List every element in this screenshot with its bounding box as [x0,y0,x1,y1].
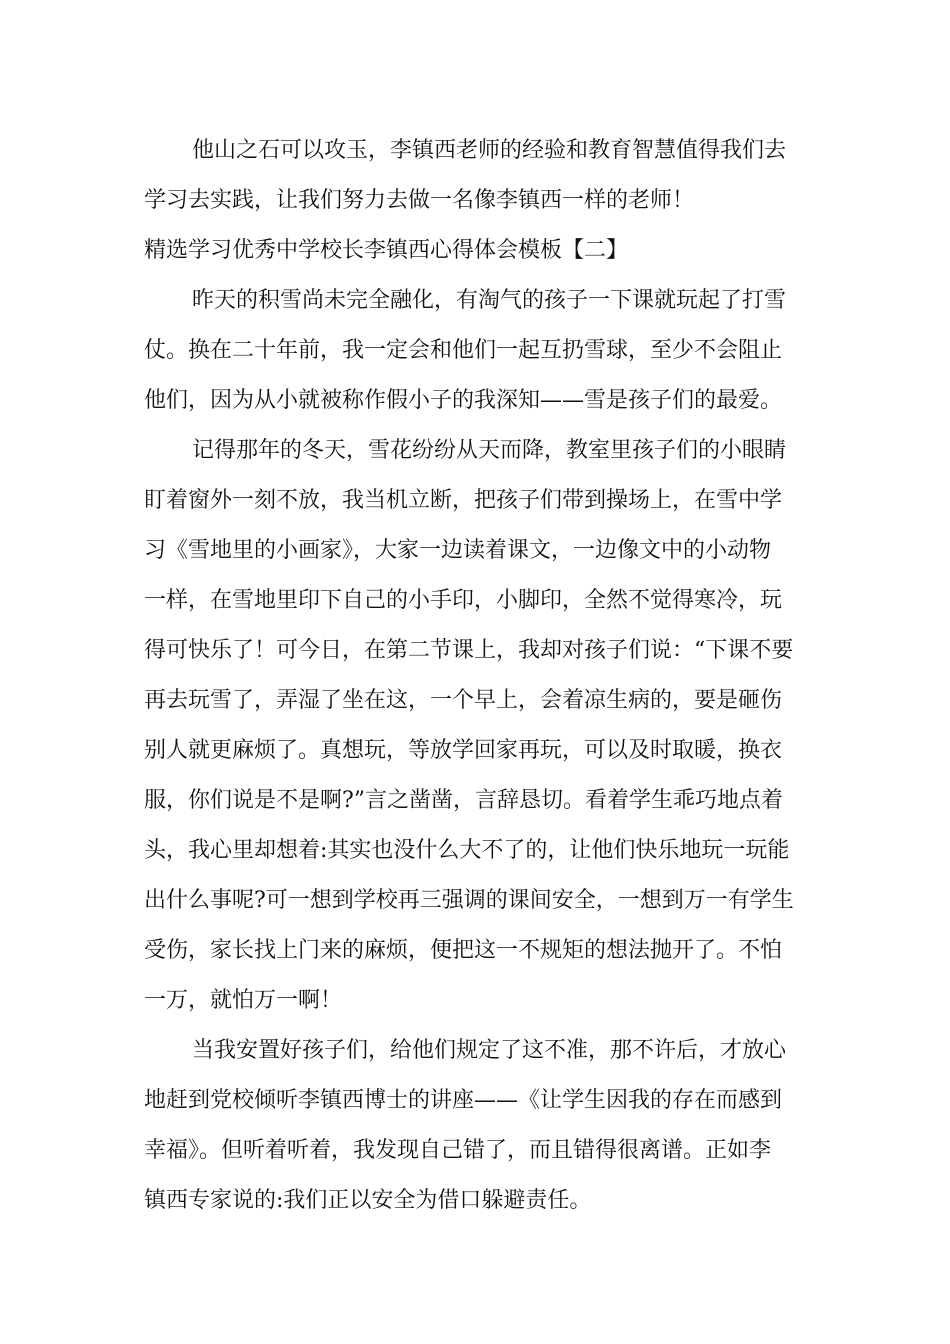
paragraph-4-line-2: 地赶到党校倾听李镇西博士的讲座——《让学生因我的存在而感到 [144,1088,783,1113]
paragraph-1-line-1: 他山之石可以攻玉，李镇西老师的经验和教育智慧值得我们去 [192,138,787,163]
paragraph-3-line-1: 记得那年的冬天，雪花纷纷从天而降，教室里孩子们的小眼睛 [192,438,787,463]
paragraph-4-line-3: 幸福》。但听着听着，我发现自己错了，而且错得很离谱。正如李 [144,1138,772,1163]
document-body [144,126,806,1226]
paragraph-3-line-12: 一万，就怕万一啊！ [144,988,343,1013]
paragraph-1-line-2: 学习去实践，让我们努力去做一名像李镇西一样的老师！ [144,188,695,213]
paragraph-3-line-3: 习《雪地里的小画家》，大家一边读着课文，一边像文中的小动物 [144,538,772,563]
paragraph-4-line-4: 镇西专家说的:我们正以安全为借口躲避责任。 [144,1188,592,1213]
paragraph-2-line-2: 仗。换在二十年前，我一定会和他们一起互扔雪球，至少不会阻止 [144,338,783,363]
paragraph-3-line-11: 受伤，家长找上门来的麻烦，便把这一不规矩的想法抛开了。不怕 [144,938,783,963]
paragraph-3-line-6: 再去玩雪了，弄湿了坐在这，一个早上，会着凉生病的，要是砸伤 [144,688,783,713]
section-heading: 精选学习优秀中学校长李镇西心得体会模板【二】 [144,238,629,263]
paragraph-2-line-3: 他们，因为从小就被称作假小子的我深知——雪是孩子们的最爱。 [144,388,783,413]
paragraph-4-line-1: 当我安置好孩子们，给他们规定了这不准，那不许后，才放心 [192,1038,787,1063]
paragraph-3-line-10: 出什么事呢?可一想到学校再三强调的课间安全，一想到万一有学生 [144,888,794,913]
paragraph-3-line-4: 一样，在雪地里印下自己的小手印，小脚印，全然不觉得寒冷，玩 [144,588,783,613]
paragraph-3-line-8: 服，你们说是不是啊?”言之凿凿，言辞恳切。看着学生乖巧地点着 [144,788,784,813]
paragraph-3-line-2: 盯着窗外一刻不放，我当机立断，把孩子们带到操场上，在雪中学 [144,488,783,513]
paragraph-3-line-9: 头，我心里却想着:其实也没什么大不了的，让他们快乐地玩一玩能 [144,838,790,863]
paragraph-3-line-5: 得可快乐了！可今日，在第二节课上，我却对孩子们说：“下课不要 [144,638,794,663]
paragraph-3-line-7: 别人就更麻烦了。真想玩，等放学回家再玩，可以及时取暖，换衣 [144,738,783,763]
paragraph-2-line-1: 昨天的积雪尚未完全融化，有淘气的孩子一下课就玩起了打雪 [192,288,787,313]
